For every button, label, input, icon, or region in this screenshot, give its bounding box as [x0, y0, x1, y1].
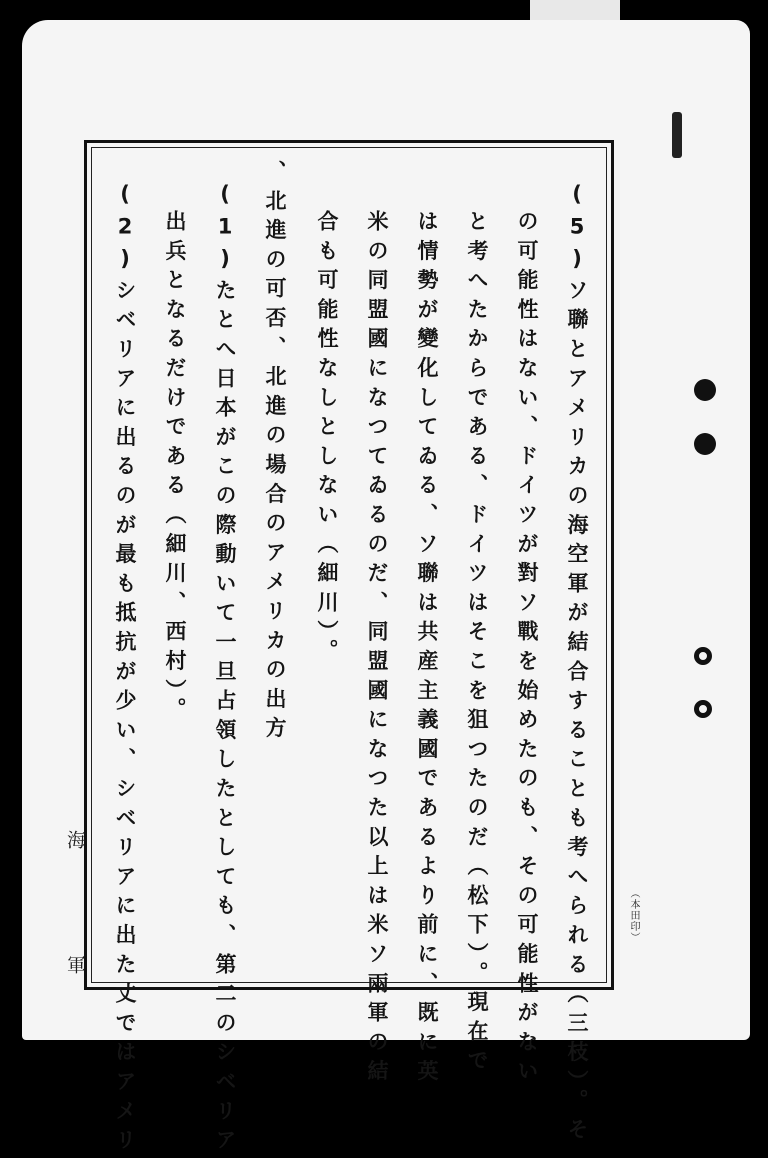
corner-mark-icon: [672, 112, 682, 158]
binding-hole-icon: [694, 433, 716, 455]
right-margin-stamp: （本田印）: [628, 888, 639, 943]
text-column-6: 合も可能性なしとしない（細川）。: [315, 210, 339, 669]
section-heading-column: 、北進の可否、北進の場合のアメリカの出方: [263, 160, 287, 746]
text-column-10: (2)シベリアに出るのが最も抵抗が少い、シベリアに出た丈ではアメリ: [113, 182, 137, 1158]
top-fold: [530, 0, 620, 20]
text-column-5: 米の同盟國になつてゐるのだ、同盟國になつた以上は米ソ兩軍の結: [365, 210, 389, 1089]
text-column-4: は情勢が變化してゐる、ソ聯は共産主義國であるより前に、既に英: [415, 210, 439, 1089]
text-column-9: 出兵となるだけである（細川、西村）。: [163, 210, 187, 727]
text-column-8: (1)たとへ日本がこの際動いて一旦占領したとしても、第二のシベリア: [213, 182, 237, 1158]
text-column-2: の可能性はない、ドイツが對ソ戰を始めたのも、その可能性がない: [515, 210, 539, 1089]
binding-hole-icon: [694, 700, 712, 718]
text-column-1: (5)ソ聯とアメリカの海空軍が結合することも考へられる（三枝）。そ: [565, 182, 589, 1148]
left-margin-label: 海 軍: [64, 830, 86, 1016]
binding-hole-icon: [694, 647, 712, 665]
text-column-3: と考へたからである、ドイツはそこを狙つたのだ（松下）。現在で: [465, 210, 489, 1079]
binding-hole-icon: [694, 379, 716, 401]
